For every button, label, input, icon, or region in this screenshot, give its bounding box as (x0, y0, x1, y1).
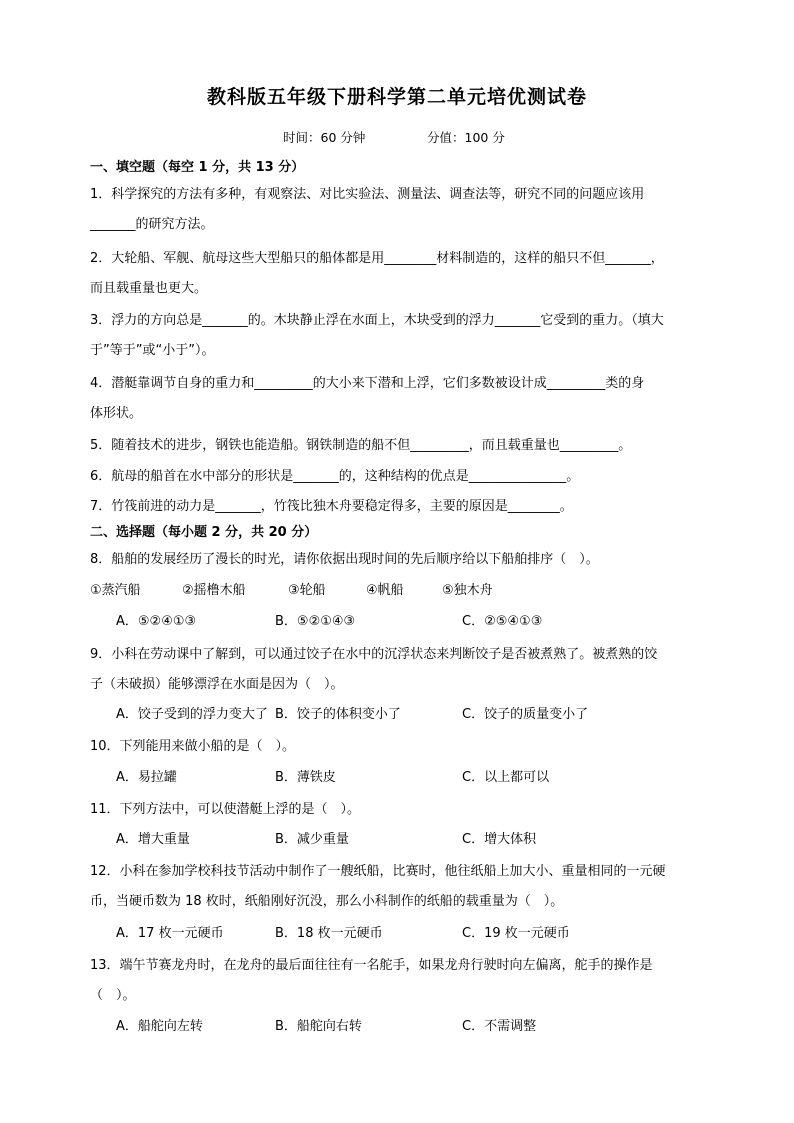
question-11-option-c[interactable]: C．增大体积 (462, 832, 537, 847)
question-1-line-1: 1．科学探究的方法有多种，有观察法、对比实验法、测量法、调查法等，研究不同的问题应该用 (90, 187, 645, 202)
question-13-option-b[interactable]: B．船舵向右转 (275, 1019, 362, 1034)
question-8-option-b[interactable]: B．⑤②①④③ (275, 614, 356, 629)
question-9-option-b[interactable]: B．饺子的体积变小了 (275, 707, 401, 722)
section-heading-fill-blank: 一、填空题（每空 1 分，共 13 分） (90, 160, 305, 175)
question-8-item-3: ③轮船 (288, 583, 326, 598)
question-10-option-a[interactable]: A．易拉罐 (116, 770, 177, 785)
question-8-item-5: ⑤独木舟 (442, 583, 493, 598)
question-4-line-2: 体形状。 (90, 406, 143, 421)
question-8-option-c[interactable]: C．②⑤④①③ (462, 614, 543, 629)
question-4-line-1: 4．潜艇靠调节自身的重力和_________的大小来下潜和上浮，它们多数被设计成_________类的身 (90, 376, 645, 391)
exam-score: 分值：100 分 (427, 130, 505, 145)
question-8-item-2: ②摇橹木船 (182, 583, 246, 598)
section-heading-multiple-choice: 二、选择题（每小题 2 分，共 20 分） (90, 525, 318, 540)
question-2-line-2: 而且载重量也更大。 (90, 281, 208, 296)
question-12-line-1: 12．小科在参加学校科技节活动中制作了一艘纸船，比赛时，他往纸船上加大小、重量相同的一元硬 (90, 864, 666, 879)
question-1-line-2: _______的研究方法。 (90, 217, 214, 232)
question-2-line-1: 2．大轮船、军舰、航母这些大型船只的船体都是用________材料制造的，这样的船只不但_______， (90, 251, 664, 266)
question-12-option-c[interactable]: C．19 枚一元硬币 (462, 926, 570, 941)
question-11-option-b[interactable]: B．减少重量 (275, 832, 349, 847)
question-12-line-2: 币，当硬币数为 18 枚时，纸船刚好沉没，那么小科制作的纸船的载重量为（ ）。 (90, 894, 564, 909)
question-6: 6．航母的船首在水中部分的形状是_______的，这种结构的优点是_______________。 (90, 469, 580, 484)
page-title: 教科版五年级下册科学第二单元培优测试卷 (206, 86, 587, 108)
question-3-line-2: 于”等于”或“小于”）。 (90, 343, 215, 358)
question-11-option-a[interactable]: A．增大重量 (116, 832, 190, 847)
question-12-option-a[interactable]: A．17 枚一元硬币 (116, 926, 224, 941)
question-8-option-a[interactable]: A．⑤②④①③ (116, 614, 197, 629)
question-12-option-b[interactable]: B．18 枚一元硬币 (275, 926, 383, 941)
question-11-stem: 11．下列方法中，可以使潜艇上浮的是（ ）。 (90, 802, 361, 817)
question-13-option-a[interactable]: A．船舵向左转 (116, 1019, 203, 1034)
question-13-line-1: 13．端午节赛龙舟时，在龙舟的最后面往往有一名舵手，如果龙舟行驶时向左偏离，舵手的操作是 (90, 958, 653, 973)
question-10-stem: 10．下列能用来做小船的是（ ）。 (90, 739, 296, 754)
question-3-line-1: 3．浮力的方向总是_______的。木块静止浮在水面上，木块受到的浮力_______它受到的重力。（填大 (90, 313, 664, 328)
question-8-stem: 8．船舶的发展经历了漫长的时光，请你依据出现时间的先后顺序给以下船舶排序（ ）。 (90, 552, 599, 567)
question-7: 7．竹筏前进的动力是_______，竹筏比独木舟要稳定得多，主要的原因是________。 (90, 499, 573, 514)
question-9-option-c[interactable]: C．饺子的质量变小了 (462, 707, 589, 722)
exam-time: 时间：60 分钟 (283, 130, 366, 145)
question-8-item-1: ①蒸汽船 (90, 583, 141, 598)
question-13-option-c[interactable]: C．不需调整 (462, 1019, 537, 1034)
question-9-line-2: 子（未破损）能够漂浮在水面是因为（ ）。 (90, 677, 344, 692)
question-9-line-1: 9．小科在劳动课中了解到，可以通过饺子在水中的沉浮状态来判断饺子是否被煮熟了。被煮熟的饺 (90, 647, 658, 662)
question-10-option-c[interactable]: C．以上都可以 (462, 770, 550, 785)
question-5: 5．随着技术的进步，钢铁也能造船。钢铁制造的船不但_________，而且载重量也_________。 (90, 438, 632, 453)
question-10-option-b[interactable]: B．薄铁皮 (275, 770, 336, 785)
question-13-line-2: （ ）。 (90, 988, 136, 1003)
question-8-item-4: ④帆船 (366, 583, 404, 598)
question-9-option-a[interactable]: A．饺子受到的浮力变大了 (116, 707, 268, 722)
